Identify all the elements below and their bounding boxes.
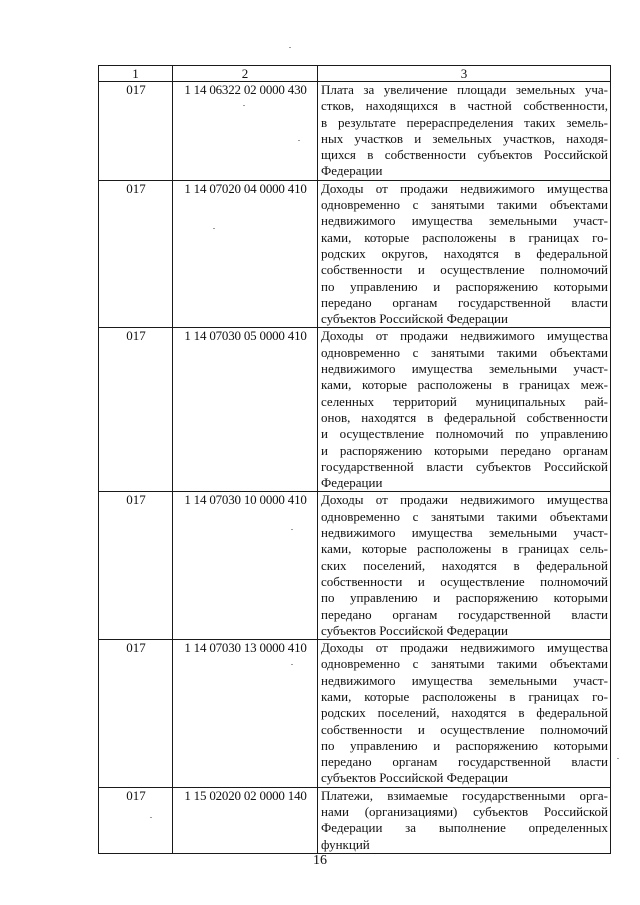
- revenue-name-line: Федерации: [321, 163, 383, 179]
- revenue-name-line: одновременно с занятыми такими объектами: [321, 197, 608, 213]
- revenue-name-line: по управлению и распоряжению которыми: [321, 278, 608, 294]
- kbk-code-cell: 1 14 07030 05 0000 410: [173, 328, 318, 492]
- table-row: [99, 82, 611, 181]
- revenue-name-line: Доходы от продажи недвижимого имущества: [321, 180, 608, 196]
- revenue-name-line: государственной власти субъектов Российской: [321, 458, 608, 474]
- revenue-name-line: собственности и осуществление полномочий: [321, 721, 608, 737]
- revenue-name-line: ками, которые расположены в границах сель-: [321, 541, 608, 557]
- revenue-name-line: онов, находятся в федеральной собственности: [321, 409, 608, 425]
- table-row: [99, 640, 611, 788]
- kbk-code-cell: 1 14 06322 02 0000 430: [173, 82, 318, 181]
- revenue-name-line: щихся в собственности субъектов Российской: [321, 147, 608, 163]
- revenue-name-line: передано органам государственной власти: [321, 754, 608, 770]
- kbk-code-cell: 1 14 07020 04 0000 410: [173, 180, 318, 328]
- column-header-2: 2: [173, 66, 318, 82]
- table-row: [99, 328, 611, 492]
- revenue-name-line: недвижимого имущества земельными участ-: [321, 361, 608, 377]
- revenue-name-line: и распоряжению которыми передано органам: [321, 442, 608, 458]
- revenue-name-line: ками, которые расположены в границах го-: [321, 229, 608, 245]
- revenue-name-line: Доходы от продажи недвижимого имущества: [321, 328, 608, 344]
- kbk-code-cell: 1 14 07030 13 0000 410: [173, 640, 318, 788]
- revenue-name-line: Федерации за выполнение определенных: [321, 820, 608, 836]
- revenue-name-line: одновременно с занятыми такими объектами: [321, 344, 608, 360]
- revenue-name-line: Доходы от продажи недвижимого имущества: [321, 640, 608, 656]
- revenue-name-line: стков, находящихся в частной собственности,: [321, 98, 608, 114]
- admin-code-cell: 017: [99, 82, 173, 181]
- revenue-name-cell: [318, 328, 611, 492]
- revenue-name-line: собственности и осуществление полномочий: [321, 262, 608, 278]
- revenue-name-line: ками, которые расположены в границах го-: [321, 688, 608, 704]
- revenue-name-line: нами (организациями) субъектов Российской: [321, 804, 608, 820]
- revenue-name-line: селенных территорий муниципальных рай-: [321, 393, 608, 409]
- revenue-name-cell: [318, 492, 611, 640]
- revenue-name-line: передано органам государственной власти: [321, 294, 608, 310]
- revenue-name-line: функций: [321, 836, 370, 852]
- revenue-name-line: по управлению и распоряжению которыми: [321, 737, 608, 753]
- admin-code-cell: 017: [99, 328, 173, 492]
- revenue-name-line: одновременно с занятыми такими объектами: [321, 656, 608, 672]
- scan-speck: [617, 758, 619, 759]
- revenue-name-line: субъектов Российской Федерации: [321, 770, 508, 786]
- revenue-name-cell: [318, 787, 611, 853]
- admin-code-cell: 017: [99, 640, 173, 788]
- revenue-name-line: Платежи, взимаемые государственными орга-: [321, 787, 608, 803]
- revenue-name-cell: [318, 82, 611, 181]
- table-row: [99, 787, 611, 853]
- admin-code-cell: 017: [99, 787, 173, 853]
- revenue-name-line: по управлению и распоряжению которыми: [321, 590, 608, 606]
- revenue-name-line: недвижимого имущества земельными участ-: [321, 213, 608, 229]
- revenue-name-line: в результате перераспределения таких земель-: [321, 114, 608, 130]
- revenue-name-line: недвижимого имущества земельными участ-: [321, 672, 608, 688]
- revenue-name-line: ками, которые расположены в границах меж-: [321, 377, 608, 393]
- revenue-name-line: одновременно с занятыми такими объектами: [321, 508, 608, 524]
- revenue-name-line: ских поселений, находятся в федеральной: [321, 557, 608, 573]
- revenue-name-line: родских округов, находятся в федеральной: [321, 245, 608, 261]
- page-number: 16: [313, 853, 327, 868]
- kbk-code-cell: 1 14 07030 10 0000 410: [173, 492, 318, 640]
- revenue-name-line: Доходы от продажи недвижимого имущества: [321, 492, 608, 508]
- revenue-name-line: Плата за увеличение площади земельных уча-: [321, 82, 608, 97]
- column-header-1: 1: [99, 66, 173, 82]
- table-header-row: [99, 66, 611, 82]
- revenue-codes-table: [98, 65, 611, 854]
- table-body: [99, 82, 611, 854]
- revenue-name-line: недвижимого имущества земельными участ-: [321, 525, 608, 541]
- revenue-name-cell: [318, 640, 611, 788]
- revenue-name-line: и осуществление полномочий по управлению: [321, 426, 608, 442]
- revenue-name-line: родских поселений, находятся в федеральной: [321, 705, 608, 721]
- revenue-name-cell: [318, 180, 611, 328]
- revenue-name-line: передано органам государственной власти: [321, 606, 608, 622]
- revenue-name-line: субъектов Российской Федерации: [321, 311, 508, 327]
- scan-speck: [289, 47, 291, 48]
- revenue-name-line: субъектов Российской Федерации: [321, 622, 508, 638]
- revenue-name-line: ных участков и земельных участков, находя-: [321, 130, 608, 146]
- admin-code-cell: 017: [99, 492, 173, 640]
- revenue-name-line: Федерации: [321, 475, 383, 491]
- admin-code-cell: 017: [99, 180, 173, 328]
- table-row: [99, 492, 611, 640]
- table-row: [99, 180, 611, 328]
- column-header-3: 3: [318, 66, 611, 82]
- kbk-code-cell: 1 15 02020 02 0000 140: [173, 787, 318, 853]
- revenue-name-line: собственности и осуществление полномочий: [321, 573, 608, 589]
